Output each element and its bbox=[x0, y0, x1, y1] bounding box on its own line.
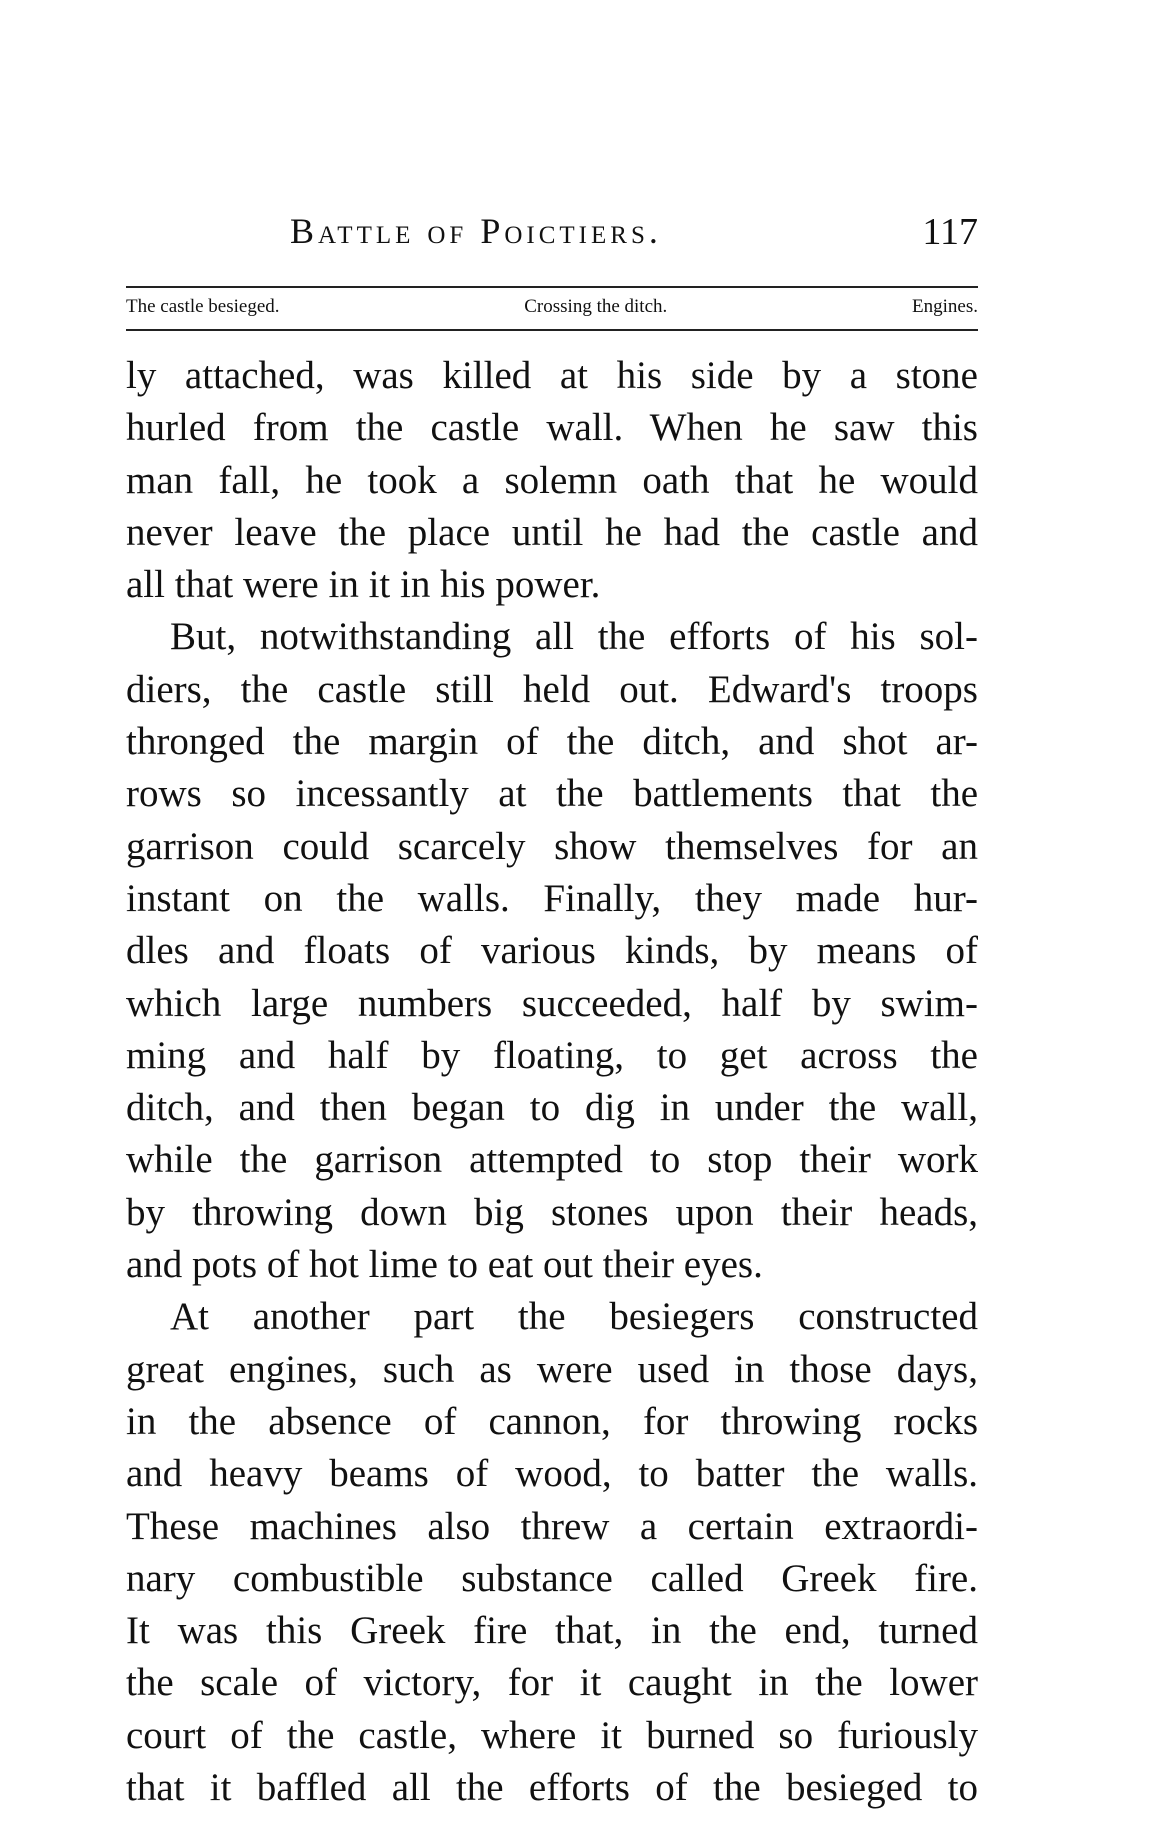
body-text bbox=[126, 350, 978, 1814]
text-line: that it baffled all the efforts of the besieged to bbox=[126, 1766, 978, 1810]
text-line: thronged the margin of the ditch, and shot ar- bbox=[126, 720, 978, 764]
text-line: which large numbers succeeded, half by swim- bbox=[126, 981, 978, 1025]
text-line: all that were in it in his power. bbox=[126, 563, 601, 607]
text-line: But, notwithstanding all the efforts of his sol- bbox=[170, 615, 978, 659]
text-line: nary combustible substance called Greek fire. bbox=[126, 1556, 978, 1600]
text-line: and heavy beams of wood, to batter the walls. bbox=[126, 1452, 978, 1496]
topic-center: Crossing the ditch. bbox=[524, 296, 668, 317]
text-line: the scale of victory, for it caught in the lower bbox=[126, 1661, 978, 1705]
text-line: in the absence of cannon, for throwing rocks bbox=[126, 1399, 978, 1443]
text-line: and pots of hot lime to eat out their eyes. bbox=[126, 1243, 763, 1287]
text-line: dles and floats of various kinds, by means of bbox=[126, 929, 978, 973]
text-line: At another part the besiegers constructed bbox=[170, 1295, 978, 1339]
topic-left: The castle besieged. bbox=[126, 296, 280, 317]
text-line: instant on the walls. Finally, they made hur- bbox=[126, 876, 978, 920]
page-title: Battle of Poictiers. bbox=[290, 211, 662, 251]
topic-right: Engines. bbox=[912, 296, 978, 317]
page-number: 117 bbox=[922, 211, 978, 253]
running-header bbox=[126, 210, 978, 260]
text-line: great engines, such as were used in those days, bbox=[126, 1347, 978, 1391]
text-line: ly attached, was killed at his side by a stone bbox=[126, 354, 978, 397]
text-line: never leave the place until he had the castle and bbox=[126, 510, 978, 554]
text-line: These machines also threw a certain extraordi- bbox=[126, 1504, 978, 1548]
text-line: ming and half by floating, to get across the bbox=[126, 1033, 978, 1077]
text-line: by throwing down big stones upon their heads, bbox=[126, 1190, 978, 1234]
text-line: ditch, and then began to dig in under the wall, bbox=[126, 1086, 978, 1130]
text-line: diers, the castle still held out. Edward's troops bbox=[126, 667, 978, 711]
header-rule-top bbox=[126, 286, 978, 288]
text-line: hurled from the castle wall. When he saw this bbox=[126, 406, 978, 450]
text-line: rows so incessantly at the battlements that the bbox=[126, 772, 978, 816]
text-line: while the garrison attempted to stop their work bbox=[126, 1138, 978, 1182]
text-line: garrison could scarcely show themselves for an bbox=[126, 824, 978, 868]
text-line: It was this Greek fire that, in the end, turned bbox=[126, 1609, 978, 1653]
topic-line bbox=[126, 296, 978, 318]
text-line: court of the castle, where it burned so furiously bbox=[126, 1713, 978, 1757]
header-rule-bottom bbox=[126, 329, 978, 331]
text-line: man fall, he took a solemn oath that he would bbox=[126, 458, 978, 502]
